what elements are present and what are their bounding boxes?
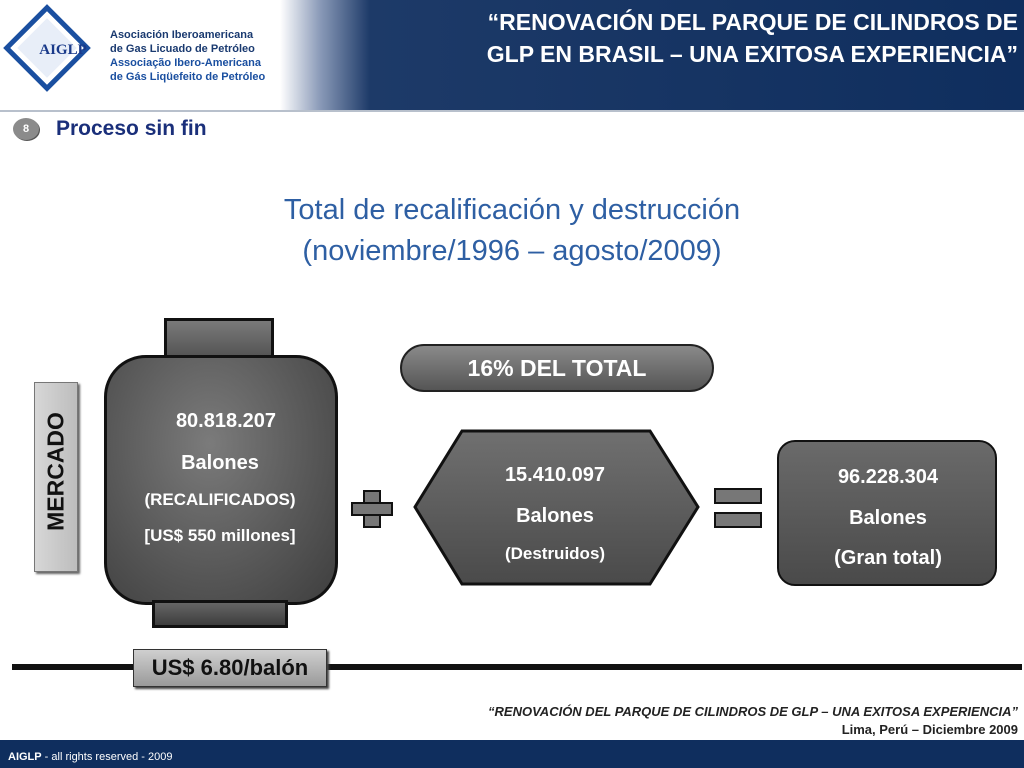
organization-name [110, 28, 265, 84]
destroyed-unit: Balones [516, 505, 594, 527]
equals-icon-bar [714, 512, 762, 528]
plus-icon-bar [351, 502, 393, 516]
footer-location-date: Lima, Perú – Diciembre 2009 [841, 722, 1018, 737]
mercado-label-box [34, 382, 78, 572]
cylinder-base-icon [152, 600, 288, 628]
destroyed-count: 15.410.097 [504, 464, 606, 486]
section-title: Proceso sin fin [56, 117, 207, 140]
org-line-1: Asociación Iberoamericana [110, 29, 254, 41]
copyright-text: - all rights reserved - 2009 [41, 751, 173, 763]
recalified-status: (RECALIFICADOS) [144, 490, 296, 509]
slide-number-badge: 8 [13, 118, 39, 140]
header-title-line-2: GLP EN BRASIL – UNA EXITOSA EXPERIENCIA” [486, 41, 1018, 67]
header-divider [0, 110, 1024, 112]
percentage-pill: 16% DEL TOTAL [400, 344, 714, 392]
footer-title: “RENOVACIÓN DEL PARQUE DE CILINDROS DE GLP – UNA EXITOSA EXPERIENCIA” [488, 704, 1018, 719]
org-line-2: de Gas Licuado de Petróleo [110, 43, 255, 55]
total-unit: Balones [849, 507, 927, 529]
org-line-4: de Gás Liqüefeito de Petróleo [110, 71, 266, 83]
destroyed-status: (Destruidos) [504, 544, 606, 563]
logo-text: AIGLP [39, 42, 87, 58]
header-title [350, 6, 1018, 70]
main-title [0, 190, 1024, 272]
org-line-3: Associação Ibero-Americana [110, 57, 262, 69]
cylinder-valve-icon [164, 318, 274, 358]
total-status: (Gran total) [834, 547, 942, 569]
main-title-line-1: Total de recalificación y destrucción [283, 194, 741, 226]
recalified-count: 80.818.207 [175, 410, 277, 432]
main-title-line-2: (noviembre/1996 – agosto/2009) [302, 235, 722, 267]
copyright-brand: AIGLP [8, 751, 42, 763]
price-label: US$ 6.80/balón [133, 649, 327, 687]
recalified-amount: [US$ 550 millones] [144, 526, 296, 545]
total-count: 96.228.304 [837, 466, 939, 488]
gas-cylinder-icon [104, 355, 338, 605]
header-title-line-1: “RENOVACIÓN DEL PARQUE DE CILINDROS DE [487, 9, 1018, 35]
equals-icon [714, 488, 762, 504]
mercado-label: MERCADO [42, 412, 69, 531]
copyright-notice [8, 751, 172, 763]
recalified-unit: Balones [181, 452, 259, 474]
